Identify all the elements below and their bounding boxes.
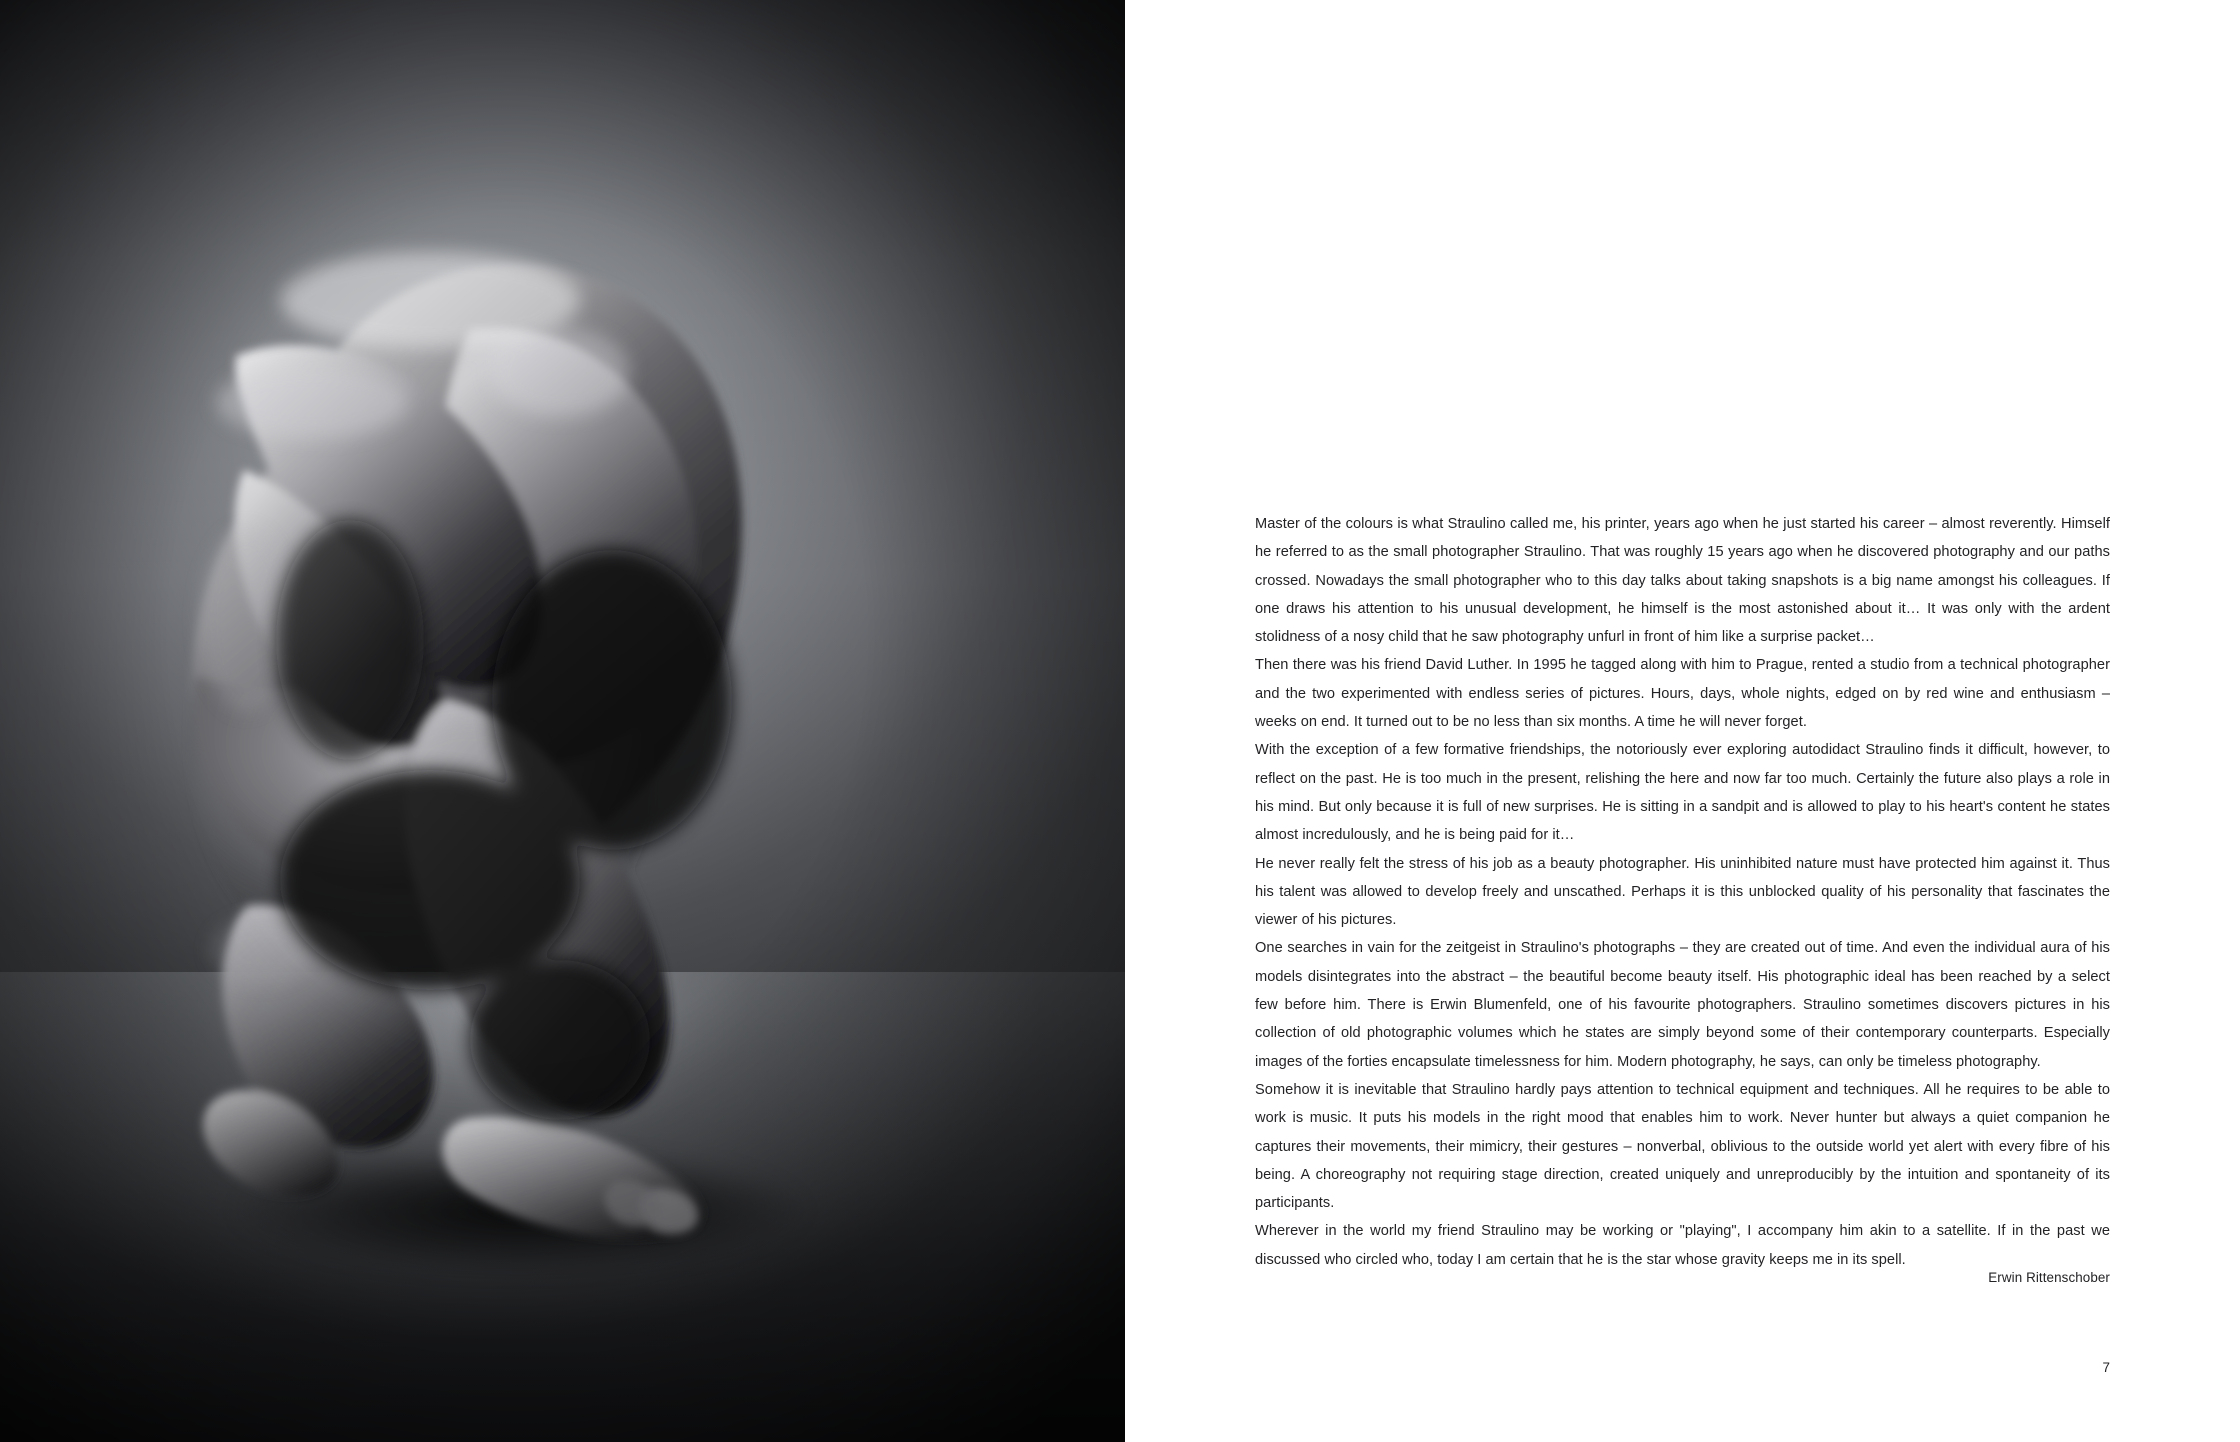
essay-paragraph: With the exception of a few formative friendships, the notoriously ever exploring autodidact Straulino finds it difficult, however, to reflect on the past. He is too much in the present, relishing the here and now far too much. Certainly the future also plays a role in his mind. But only because it is full of new surprises. He is sitting in a sandpit and is allowed to play to his heart's content he states almost incredulously, and he is being paid for it… xyxy=(1255,742,2110,844)
essay-body xyxy=(1255,510,2110,1274)
essay-paragraph: Somehow it is inevitable that Straulino hardly pays attention to technical equipment and techniques. All he requires to be able to work is music. It puts his models in the right mood that enables him to work. Never hunter but always a quiet companion he captures their movements, their mimicry, their gestures – nonverbal, oblivious to the outside world yet alert with every fibre of his being. A choreography not requiring stage direction, created uniquely and unreproducibly by the intuition and spontaneity of its participants. xyxy=(1255,1081,2110,1212)
essay-paragraph: He never really felt the stress of his job as a beauty photographer. His uninhibited nature must have protected him against it. Thus his talent was allowed to develop freely and unscathed. Perhaps it is this unblocked quality of his personality that fascinates the viewer of his pictures. xyxy=(1255,855,2110,929)
page-number: 7 xyxy=(2102,1360,2110,1375)
author-signature: Erwin Rittenschober xyxy=(1988,1270,2110,1285)
essay-paragraph: Master of the colours is what Straulino called me, his printer, years ago when he just started his career – almost reverently. Himself he referred to as the small photographer Straulino. That was roughly 15 years ago when he discovered photography and our paths crossed. Nowadays the small photographer who to this day talks about taking snapshots is a big name amongst his colleagues. If one draws his attention to his unusual development, he himself is the most astonished about it… It was only with the ardent stolidness of a nosy child that he saw photography unfurl in front of him like a surprise packet… xyxy=(1255,516,2110,646)
essay-paragraph: Wherever in the world my friend Straulino may be working or "playing", I accompany him akin to a satellite. If in the past we discussed who circled who, today I am certain that he is the star whose gravity keeps me in its spell. xyxy=(1255,1223,2110,1268)
text-page xyxy=(1125,0,2240,1442)
essay-paragraph: One searches in vain for the zeitgeist in Straulino's photographs – they are created out of time. And even the individual aura of his models disintegrates into the abstract – the beautiful become beauty itself. His photographic ideal has been reached by a select few before him. There is Erwin Blumenfeld, one of his favourite photographers. Straulino sometimes discovers pictures in his collection of old photographic volumes which he states are simply beyond some of their contemporary counterparts. Especially images of the forties encapsulate timelessness for him. Modern photography, he says, can only be timeless photography. xyxy=(1255,940,2110,1070)
essay-paragraph: Then there was his friend David Luther. In 1995 he tagged along with him to Prague, rented a studio from a technical photographer and the two experimented with endless series of pictures. Hours, days, whole nights, edged on by red wine and enthusiasm – weeks on end. It turned out to be no less than six months. A time he will never forget. xyxy=(1255,657,2110,731)
